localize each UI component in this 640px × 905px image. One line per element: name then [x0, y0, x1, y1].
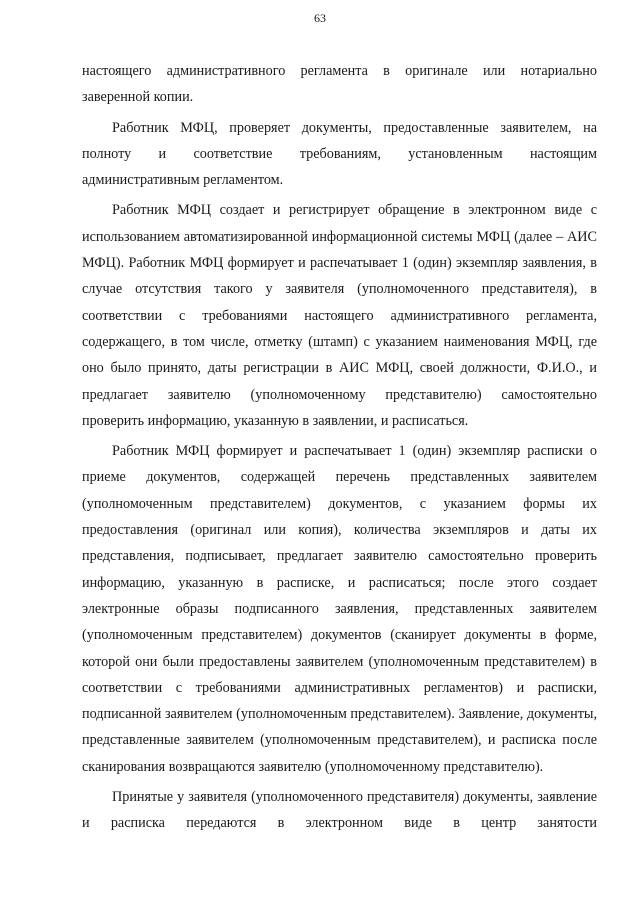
paragraph-receipt: Работник МФЦ формирует и распечатывает 1 (один) экземпляр расписки о приеме документов, содержащей перечень представленных заявителем (уполномоченным представителем) документов, с указанием формы их предоставления (оригинал или копия), количества экземпляров и даты их представления, подписывает, предлагает заявителю самостоятельно проверить информацию, указанную в расписке, и расписаться; после этого создает электронные образы подписанного заявления, представленных заявителем (уполномоченным представителем) документов (сканирует документы в форме, которой они были предоставлены заявителем (уполномоченным представителем) в соответствии с требованиями административных регламентов) и расписки, подписанной заявителем (уполномоченным представителем). Заявление, документы, представленные заявителем (уполномоченным представителем), и расписка после сканирования возвращаются заявителю (уполномоченному представителю). [82, 443, 597, 775]
page-number: 63 [314, 11, 326, 25]
paragraph-transfer: Принятые у заявителя (уполномоченного представителя) документы, заявление и расписка передаются в электронном виде в центр занятости [82, 789, 597, 832]
paragraph-document-check: Работник МФЦ, проверяет документы, предоставленные заявителем, на полноту и соответствие требованиям, установленным настоящим административным регламентом. [82, 119, 597, 189]
document-body [82, 58, 597, 841]
paragraph-registration: Работник МФЦ создает и регистрирует обращение в электронном виде с использованием автоматизированной информационной системы МФЦ (далее – АИС МФЦ). Работник МФЦ формирует и распечатывает 1 (один) экземпляр заявления, в случае отсутствия такого у заявителя (уполномоченного представителя), в соответствии с требованиями настоящего административного регламента, содержащего, в том числе, отметку (штамп) с указанием наименования МФЦ, где оно было принято, даты регистрации в АИС МФЦ, своей должности, Ф.И.О., и предлагает заявителю (уполномоченному представителю) самостоятельно проверить информацию, указанную в заявлении, и расписаться. [82, 202, 597, 429]
paragraph-continuation: настоящего административного регламента в оригинале или нотариально заверенной копии. [82, 63, 597, 106]
